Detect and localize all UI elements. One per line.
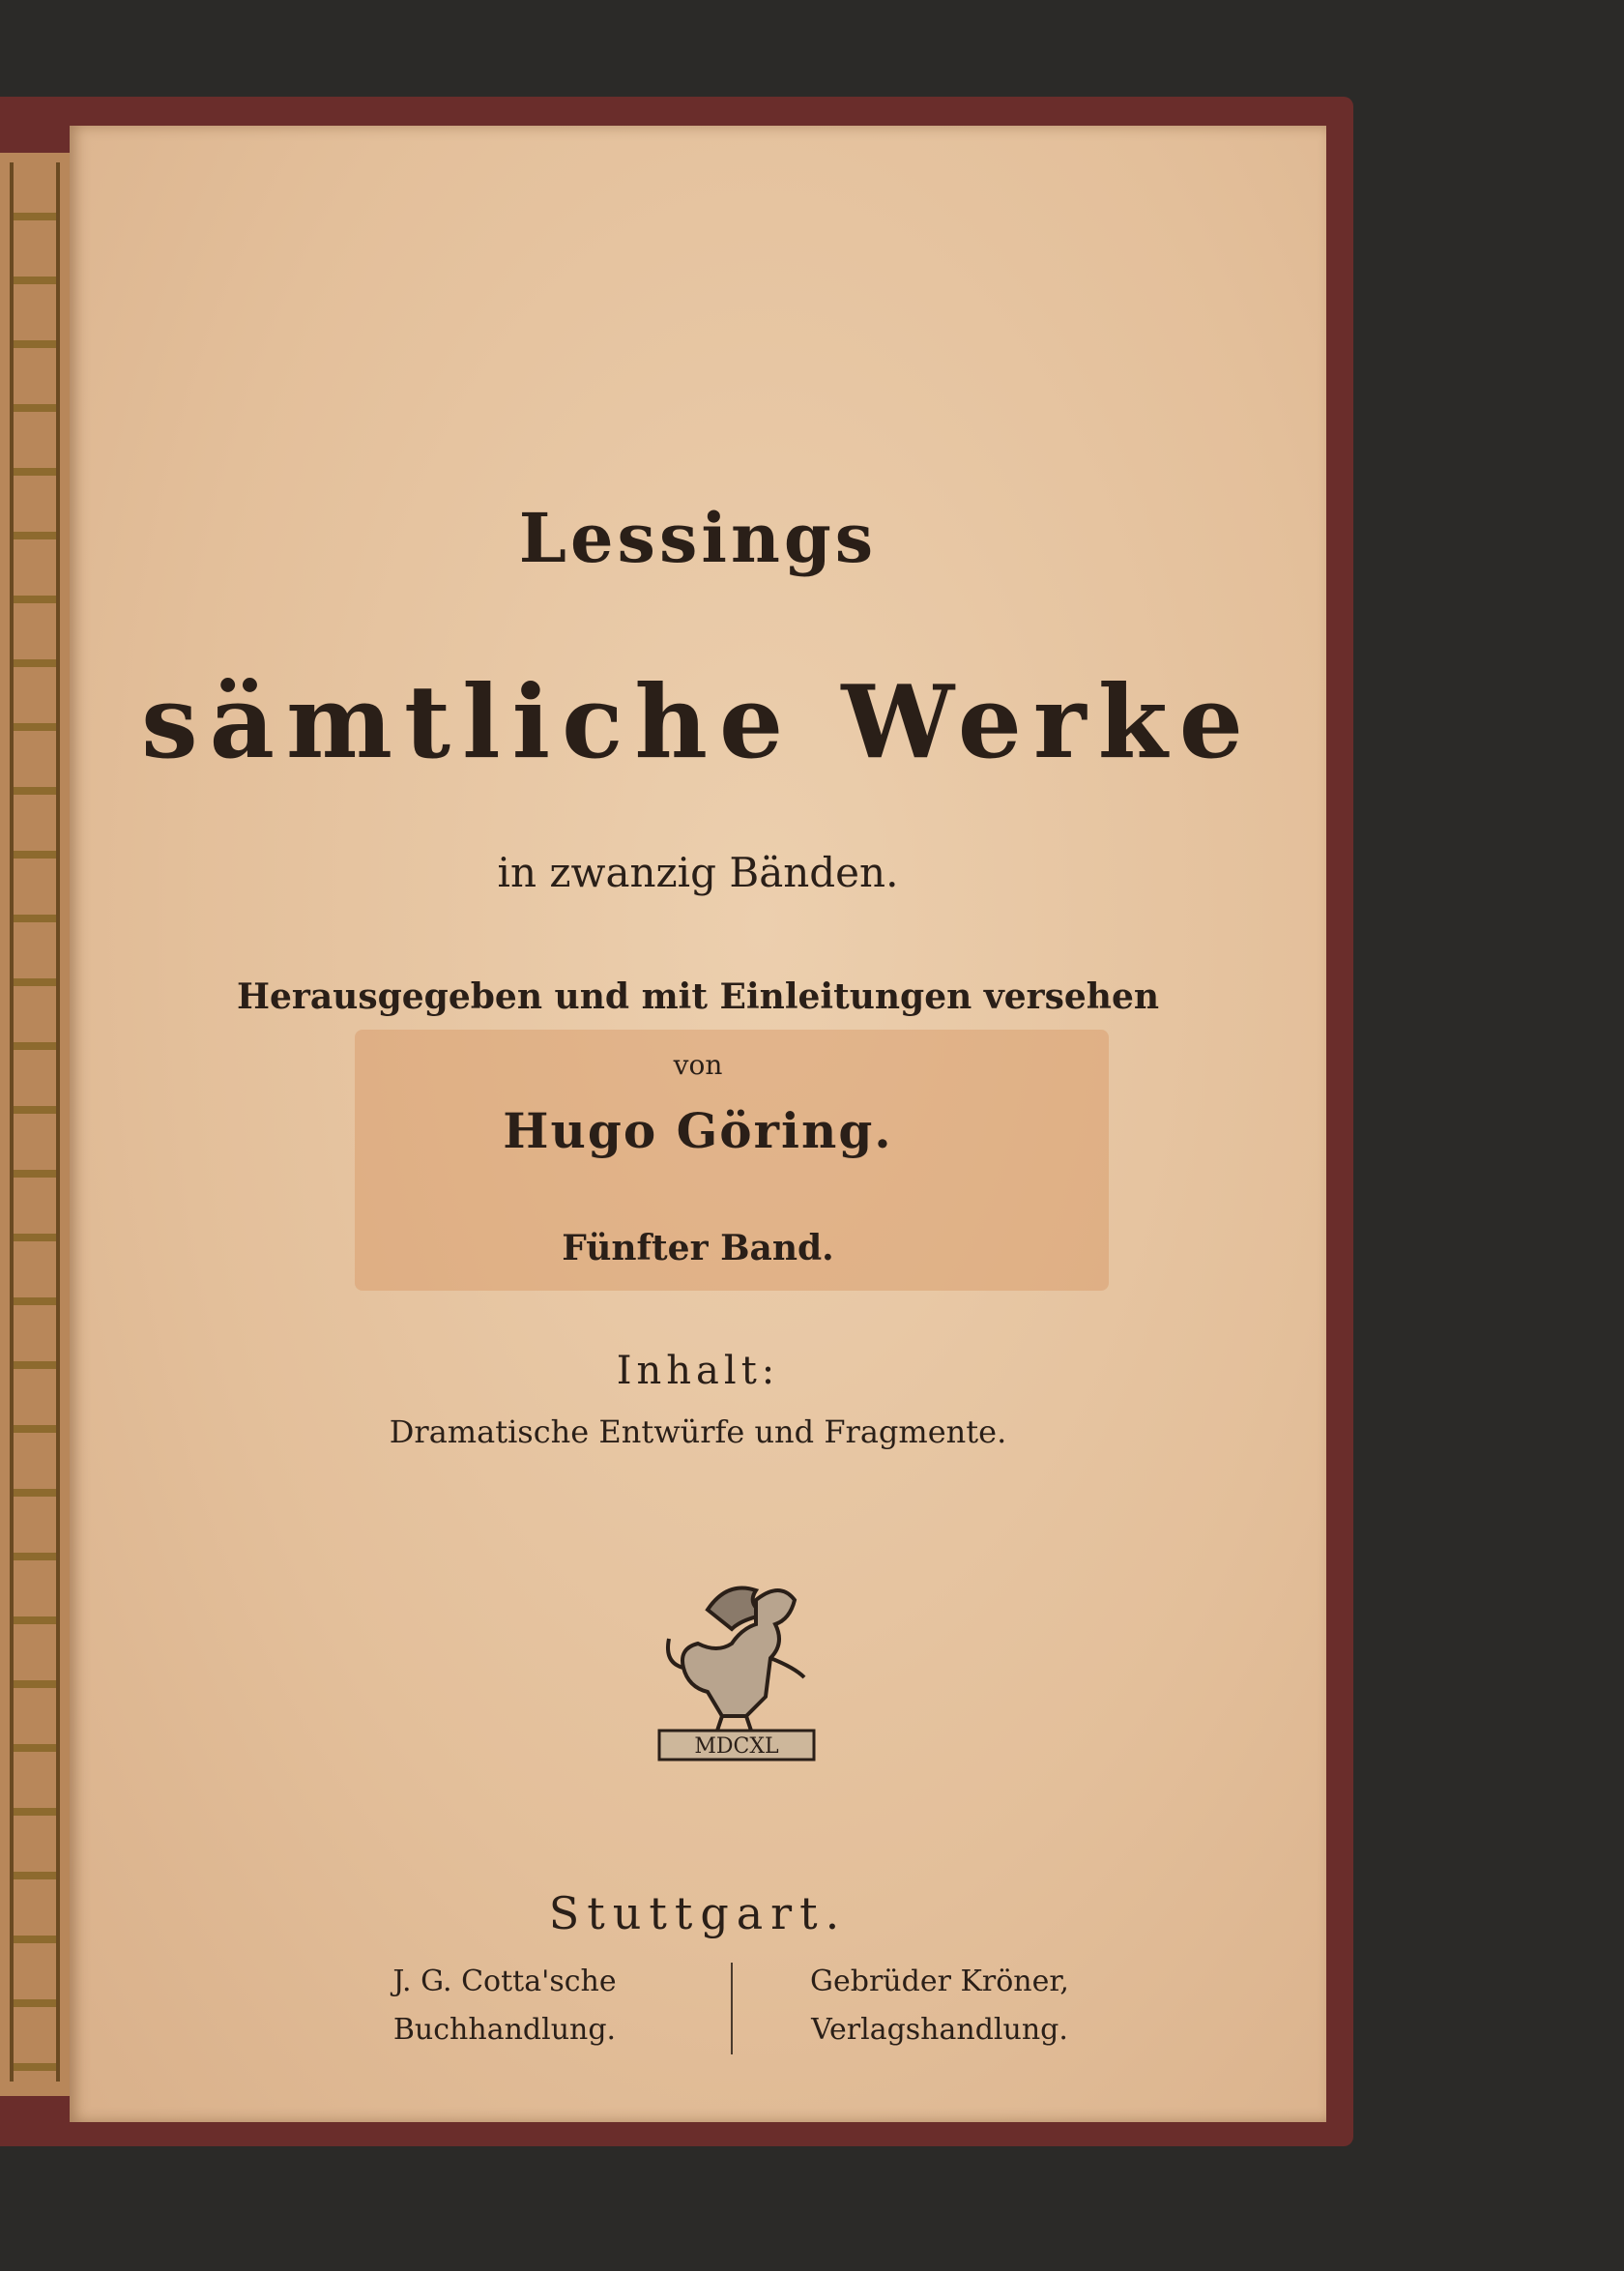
decorative-endpaper <box>0 153 73 2096</box>
publisher-right <box>727 1958 1152 2054</box>
contents-text: Dramatische Entwürfe und Fragmente. <box>389 1413 1007 1450</box>
volumes-line: in zwanzig Bänden. <box>497 849 899 896</box>
volume-number: Fünfter Band. <box>562 1228 834 1268</box>
editor-name: Hugo Göring. <box>503 1102 893 1159</box>
book-title: Lessings <box>518 498 878 578</box>
publication-city: Stuttgart. <box>548 1887 848 1939</box>
editor-prefix: von <box>673 1049 723 1081</box>
endpaper-ornament-border <box>10 162 60 2082</box>
publisher-left <box>331 1958 679 2054</box>
publisher-left-line1: J. G. Cotta'sche <box>392 1965 617 1998</box>
title-page <box>70 126 1326 2122</box>
printers-mark-text: MDCXL <box>694 1734 779 1759</box>
contents-heading: Inhalt: <box>616 1349 780 1393</box>
publisher-left-line2: Buchhandlung. <box>392 2013 617 2047</box>
book-subtitle: sämtliche Werke <box>141 662 1255 781</box>
publisher-right-line1: Gebrüder Kröner, <box>810 1965 1069 1998</box>
editor-line: Herausgegeben und mit Einleitungen versehen <box>236 976 1160 1017</box>
printers-mark-griffin-icon <box>650 1571 824 1764</box>
publisher-right-line2: Verlagshandlung. <box>811 2013 1068 2047</box>
